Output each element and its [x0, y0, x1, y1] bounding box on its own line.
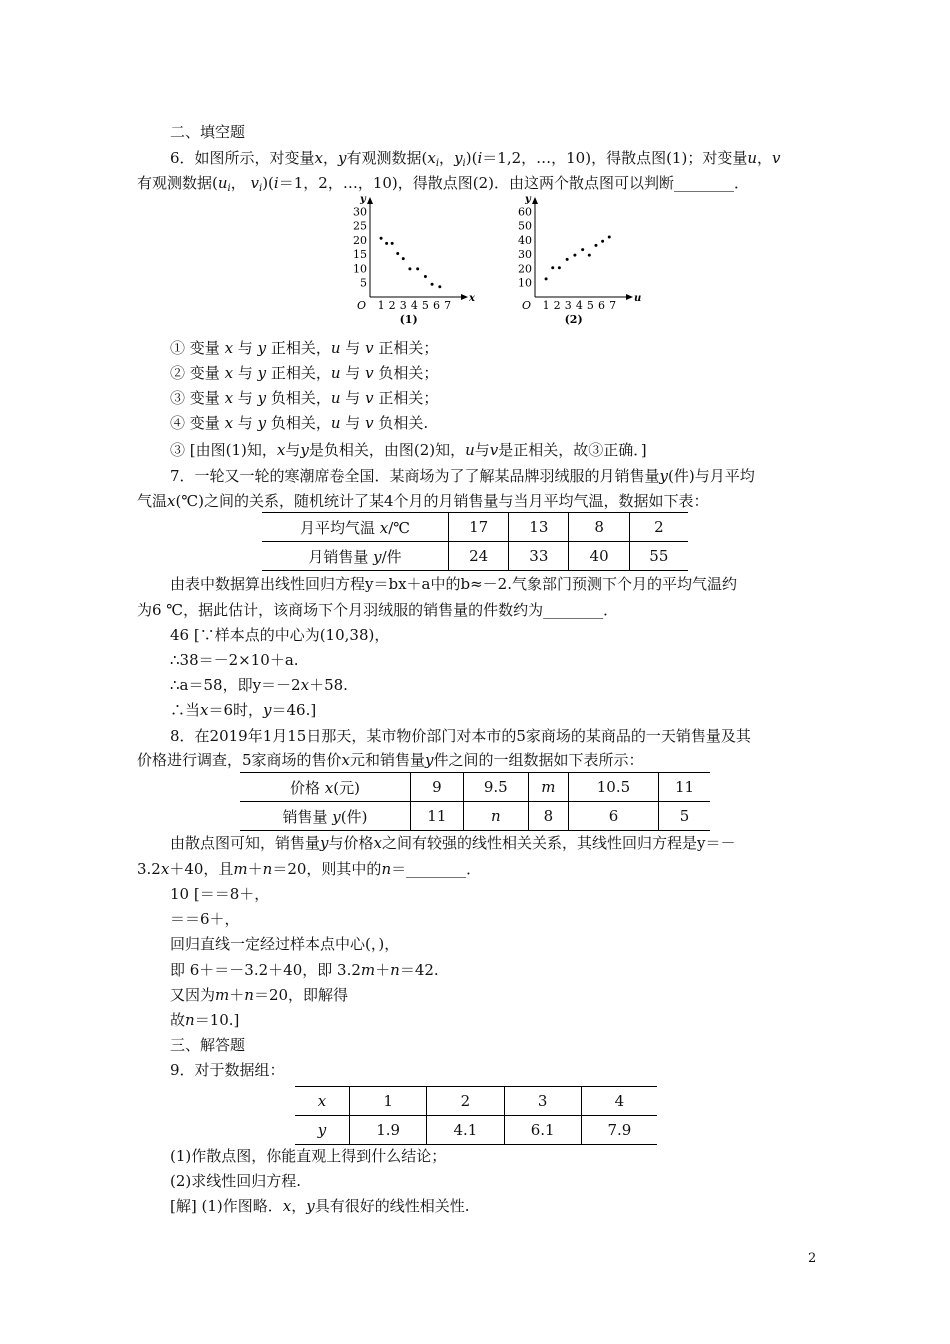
- scatter-point: [594, 244, 597, 247]
- section-heading-solve: 三、解答题: [170, 1036, 246, 1054]
- x-axis-label: u: [634, 293, 642, 304]
- scatter-point: [581, 248, 584, 251]
- table-cell: 1: [350, 1087, 427, 1116]
- scatter-plot-1: [335, 194, 475, 332]
- figure-caption: (1): [399, 313, 418, 326]
- table-cell: x: [295, 1087, 350, 1116]
- scatter-point: [551, 266, 554, 269]
- q8-solution-3: 回归直线一定经过样本点中心(，)，: [170, 935, 400, 953]
- x-tick-label: 3: [564, 299, 572, 312]
- table-cell: 月销售量 y/件: [262, 542, 449, 571]
- q9-part1: (1)作散点图，你能直观上得到什么结论；: [170, 1147, 447, 1165]
- origin-label: O: [357, 299, 367, 312]
- scatter-point: [608, 236, 611, 239]
- y-axis-label: y: [360, 194, 366, 205]
- x-tick-label: 1: [542, 299, 550, 312]
- table-cell: 10.5: [568, 773, 658, 802]
- x-axis-arrow: [626, 294, 633, 300]
- y-tick-label: 10: [518, 276, 532, 290]
- scatter-point: [601, 240, 604, 243]
- table-cell: 价格 x(元): [240, 773, 411, 802]
- table-cell: 17: [449, 513, 509, 542]
- origin-label: O: [522, 299, 532, 312]
- q9-solution: [解] (1)作图略．x，y具有很好的线性相关性.: [170, 1197, 470, 1215]
- q8-solution-6: 故n＝10.]: [170, 1011, 240, 1029]
- scatter-point: [385, 242, 388, 245]
- x-axis-label: x: [469, 293, 475, 304]
- scatter-point: [402, 257, 405, 260]
- scatter-point: [438, 285, 441, 288]
- y-tick-label: 40: [518, 233, 532, 247]
- q6-option: ① 变量 x 与 y 正相关，u 与 v 正相关；: [170, 339, 439, 357]
- table-cell: 2: [427, 1087, 504, 1116]
- q8-line3: 由散点图可知，销售量y与价格x之间有较强的线性相关关系，其线性回归方程是y＝－: [170, 834, 736, 852]
- scatter-point: [573, 254, 576, 257]
- table-cell: 4.1: [427, 1116, 504, 1145]
- scatter-point: [391, 242, 394, 245]
- q8-solution-1: 10 [＝＝8＋，: [170, 885, 270, 903]
- table-cell: m: [528, 773, 568, 802]
- x-tick-label: 6: [598, 299, 606, 312]
- section-heading-fill-in: 二、填空题: [170, 123, 246, 141]
- y-tick-label: 25: [353, 219, 367, 233]
- table-row: [240, 773, 710, 802]
- y-tick-label: 20: [518, 262, 532, 276]
- table-row: [262, 513, 688, 542]
- q7-solution-3: ∴a＝58，即y＝－2x＋58.: [170, 676, 348, 694]
- y-tick-label: 15: [353, 248, 367, 262]
- q9-line1: 9．对于数据组：: [170, 1061, 285, 1079]
- q8-line4: 3.2x＋40，且m＋n＝20，则其中的n＝________．: [137, 860, 482, 878]
- table-cell: 55: [629, 542, 688, 571]
- scatter-point: [588, 254, 591, 257]
- x-tick-label: 6: [433, 299, 441, 312]
- q9-data-table: [295, 1086, 657, 1145]
- q6-option: ④ 变量 x 与 y 负相关，u 与 v 负相关.: [170, 414, 429, 432]
- table-cell: 11: [411, 802, 464, 831]
- table-row: [240, 802, 710, 831]
- table-cell: 8: [569, 513, 629, 542]
- scatter-point: [558, 266, 561, 269]
- table-cell: 5: [659, 802, 710, 831]
- y-axis-label: y: [525, 194, 531, 205]
- x-tick-label: 5: [586, 299, 594, 312]
- q8-data-table: [240, 772, 710, 831]
- scatter-point: [416, 267, 419, 270]
- x-tick-label: 1: [377, 299, 385, 312]
- y-tick-label: 30: [353, 205, 367, 219]
- table-cell: 9: [411, 773, 464, 802]
- table-cell: 13: [509, 513, 569, 542]
- y-axis-arrow: [367, 197, 373, 204]
- table-cell: n: [463, 802, 528, 831]
- table-cell: 8: [528, 802, 568, 831]
- scatter-point: [380, 237, 383, 240]
- page-number: 2: [808, 1251, 817, 1266]
- table-cell: 33: [509, 542, 569, 571]
- table-cell: 9.5: [463, 773, 528, 802]
- q8-line2: 价格进行调查，5家商场的售价x元和销售量y件之间的一组数据如下表所示：: [137, 751, 644, 769]
- q7-solution-4: ∴当x＝6时，y＝46.]: [170, 701, 317, 719]
- table-cell: 2: [629, 513, 688, 542]
- x-tick-label: 2: [388, 299, 396, 312]
- scatter-plot-2: [500, 194, 642, 332]
- table-row: [262, 542, 688, 571]
- y-tick-label: 50: [518, 219, 532, 233]
- x-tick-label: 5: [421, 299, 429, 312]
- q7-line2: 气温x(℃)之间的关系，随机统计了某4个月的月销售量与当月平均气温，数据如下表：: [137, 492, 709, 510]
- x-tick-label: 4: [410, 299, 418, 312]
- q7-solution-1: 46 [∵样本点的中心为(10,38)，: [170, 626, 390, 644]
- q8-solution-4: 即 6＋＝－3.2＋40，即 3.2m＋n＝42.: [170, 961, 439, 979]
- table-cell: 6.1: [504, 1116, 581, 1145]
- q7-line1: 7．一轮又一轮的寒潮席卷全国．某商场为了了解某品牌羽绒服的月销售量y(件)与月平均: [170, 467, 755, 485]
- y-tick-label: 30: [518, 248, 532, 262]
- y-tick-label: 60: [518, 205, 532, 219]
- x-tick-label: 7: [444, 299, 452, 312]
- scatter-point: [408, 267, 411, 270]
- y-tick-label: 10: [353, 262, 367, 276]
- table-cell: 6: [568, 802, 658, 831]
- table-cell: 24: [449, 542, 509, 571]
- table-row: [295, 1087, 657, 1116]
- scatter-point: [424, 275, 427, 278]
- scatter-point: [431, 283, 434, 286]
- scatter-point: [396, 252, 399, 255]
- y-axis-arrow: [532, 197, 538, 204]
- figure-caption: (2): [564, 313, 583, 326]
- table-cell: 11: [659, 773, 710, 802]
- x-tick-label: 2: [553, 299, 561, 312]
- scatter-point: [566, 258, 569, 261]
- q7-data-table: [262, 512, 688, 571]
- table-cell: y: [295, 1116, 350, 1145]
- q6-answer: ③ [由图(1)知，x与y是负相关，由图(2)知，u与v是正相关，故③正确．]: [170, 441, 647, 459]
- scatter-point: [545, 277, 548, 280]
- q7-line3: 由表中数据算出线性回归方程y＝bx＋a中的b≈－2.气象部门预测下个月的平均气温约: [170, 575, 737, 593]
- x-tick-label: 3: [399, 299, 407, 312]
- y-tick-label: 20: [353, 233, 367, 247]
- q6-line2: 有观测数据($u_i$， $v_i)(i=1$，2，…，10)，得散点图(2)．由这两个散点图可以判断________．: [137, 174, 750, 194]
- table-cell: 销售量 y(件): [240, 802, 411, 831]
- table-cell: 1.9: [350, 1116, 427, 1145]
- table-cell: 40: [569, 542, 629, 571]
- y-tick-label: 5: [360, 276, 367, 290]
- x-tick-label: 4: [575, 299, 583, 312]
- table-row: [295, 1116, 657, 1145]
- x-axis-arrow: [461, 294, 468, 300]
- table-cell: 7.9: [581, 1116, 657, 1145]
- table-cell: 4: [581, 1087, 657, 1116]
- q7-solution-2: ∴38＝－2×10＋a.: [170, 651, 299, 669]
- q8-solution-5: 又因为m＋n＝20，即解得: [170, 986, 349, 1004]
- table-cell: 3: [504, 1087, 581, 1116]
- q8-line1: 8．在2019年1月15日那天，某市物价部门对本市的5家商场的某商品的一天销售量及其: [170, 727, 751, 745]
- q7-line4: 为6 ℃，据此估计，该商场下个月羽绒服的销售量的件数约为________．: [137, 601, 619, 619]
- table-cell: 月平均气温 x/℃: [262, 513, 449, 542]
- x-tick-label: 7: [609, 299, 617, 312]
- q6-option: ② 变量 x 与 y 正相关，u 与 v 负相关；: [170, 364, 439, 382]
- q6-line1: 6．如图所示，对变量x，y有观测数据($x_i$，$y_i)(i=1,2$，…，10)，得散点图(1)；对变量u，v: [170, 149, 781, 169]
- q6-option: ③ 变量 x 与 y 负相关，u 与 v 正相关；: [170, 389, 439, 407]
- q8-solution-2: ＝＝6＋，: [170, 910, 240, 928]
- q9-part2: (2)求线性回归方程.: [170, 1172, 302, 1190]
